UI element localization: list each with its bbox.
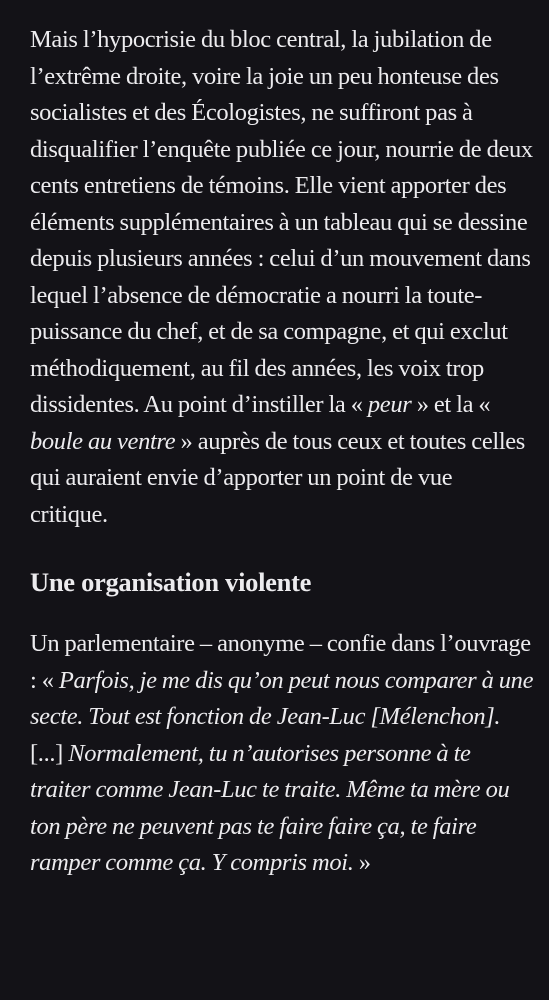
quote-italic: Parfois, je me dis qu’on peut nous comparer à une secte. Tout est fonction de Jean-Luc [Mélenchon]. [30,666,534,730]
paragraph-text: » auprès de tous ceux et toutes celles qui auraient envie d’apporter un point de vue critique. [30,427,525,528]
article-paragraph [30,626,535,882]
paragraph-text: » et la « [411,391,491,418]
quote-italic: Normalement, tu n’autorises personne à te traiter comme Jean-Luc te traite. Même ta mère ou ton père ne peuvent pas te faire faire ça, te faire ramper comme ça. Y compris moi. [30,739,510,876]
article-paragraph [30,22,535,533]
section-heading: Une organisation violente [30,567,312,597]
quote-italic: peur [367,391,412,418]
article-body [30,22,535,882]
paragraph-text: Mais l’hypocrisie du bloc central, la jubilation de l’extrême droite, voire la joie un peu honteuse des socialistes et des Écologistes, ne suffiront pas à disqualifier l’enquête publiée ce jour, nourrie de deux cents entretiens de témoins. Elle vient apporter des éléments supplémentaires à un tableau qui se dessine depuis plusieurs années : celui d’un mouvement dans lequel l’absence de démocratie a nourri la toute-puissance du chef, et de sa compagne, et qui exclut méthodiquement, au fil des années, les voix trop dissidentes. Au point d’instiller la « [30,26,533,418]
paragraph-text: Un parlementaire – anonyme – confie dans l’ouvrage : « [30,630,531,694]
paragraph-text: » [353,849,371,876]
paragraph-text: [...] [30,739,69,767]
quote-italic: boule au ventre [30,427,176,455]
